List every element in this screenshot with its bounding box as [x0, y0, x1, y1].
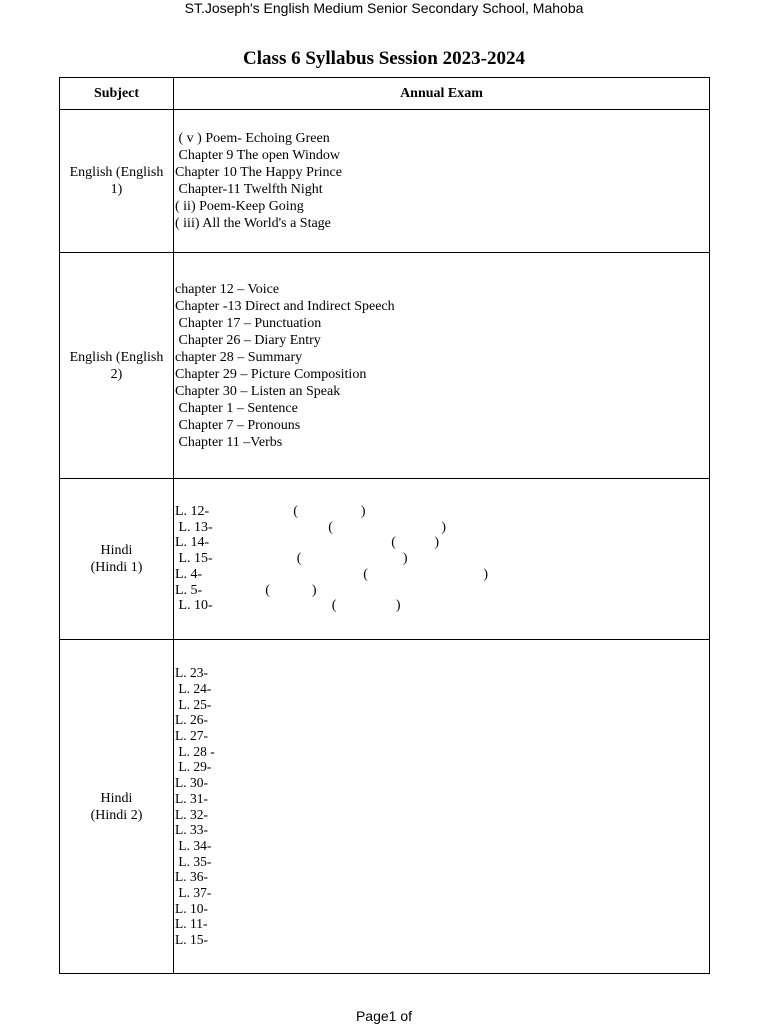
syllabus-item: Chapter 17 – Punctuation: [175, 315, 322, 331]
syllabus-item: L. 35-: [175, 853, 212, 869]
syllabus-item: Chapter 9 The open Window: [175, 148, 340, 163]
syllabus-item: Chapter-11 Twelfth Night: [175, 182, 323, 197]
table-row: [60, 479, 710, 640]
subject-label: (Hindi 1): [90, 560, 143, 575]
subject-label: 2): [110, 366, 123, 382]
annual-exam-column-header: Annual Exam: [174, 78, 710, 110]
syllabus-item: Chapter 11 –Verbs: [175, 434, 283, 450]
syllabus-item: L. 15-: [175, 932, 208, 948]
syllabus-item: L. 28 -: [175, 743, 215, 759]
syllabus-item: chapter 12 – Voice: [175, 281, 280, 297]
syllabus-item: L. 30-: [175, 775, 208, 791]
table-row: [60, 253, 710, 479]
table-row: [60, 110, 710, 253]
syllabus-item: L. 11-: [175, 916, 208, 932]
subject-cell-hindi-1: [60, 479, 174, 640]
syllabus-item: L. 25-: [175, 696, 212, 712]
syllabus-item: Chapter 1 – Sentence: [175, 400, 298, 416]
table-header-row: [60, 78, 710, 110]
syllabus-item: Chapter 29 – Picture Composition: [175, 366, 367, 382]
table-row: [60, 640, 710, 974]
syllabus-item: L. 36-: [175, 869, 208, 885]
subject-label: English (English: [69, 349, 164, 365]
school-name-header: ST.Joseph's English Medium Senior Secondary School, Mahoba: [184, 0, 584, 16]
syllabus-item: Chapter 7 – Pronouns: [175, 417, 301, 433]
syllabus-item: L. 34-: [175, 837, 212, 853]
syllabus-item: L. 24-: [175, 680, 212, 696]
subject-cell-english-2: [60, 253, 174, 479]
syllabus-item: L. 12- ( ): [175, 504, 366, 520]
syllabus-item: chapter 28 – Summary: [175, 349, 303, 365]
syllabus-item: ( iii) All the World's a Stage: [175, 216, 331, 231]
subject-label: 1): [110, 182, 123, 197]
syllabus-item: L. 26-: [175, 712, 208, 728]
syllabus-item: L. 23-: [175, 665, 208, 681]
syllabus-item: L. 13- ( ): [175, 519, 447, 535]
syllabus-table: [59, 77, 710, 974]
syllabus-item: L. 15- ( ): [175, 551, 408, 567]
syllabus-item: ( ii) Poem-Keep Going: [175, 199, 304, 214]
subject-label: Hindi: [100, 543, 133, 558]
syllabus-cell-english-2: [174, 253, 710, 479]
syllabus-cell-hindi-1: [174, 479, 710, 640]
syllabus-item: L. 10- ( ): [175, 598, 401, 614]
subject-label: English (English: [69, 165, 164, 180]
syllabus-item: L. 4- ( ): [175, 566, 489, 582]
syllabus-item: L. 14- ( ): [175, 535, 440, 551]
syllabus-item: L. 37-: [175, 885, 212, 901]
syllabus-item: ( v ) Poem- Echoing Green: [175, 131, 330, 146]
syllabus-item: L. 29-: [175, 759, 212, 775]
subject-column-header: Subject: [60, 78, 174, 110]
syllabus-item: Chapter 26 – Diary Entry: [175, 332, 321, 348]
page-title: Class 6 Syllabus Session 2023-2024: [243, 48, 525, 69]
syllabus-item: Chapter 10 The Happy Prince: [175, 165, 342, 180]
subject-label: (Hindi 2): [90, 807, 143, 823]
syllabus-item: Chapter -13 Direct and Indirect Speech: [175, 298, 395, 314]
subject-cell-english-1: [60, 110, 174, 253]
subject-label: Hindi: [100, 790, 133, 806]
page-number-footer: Page1 of: [355, 1008, 413, 1024]
syllabus-item: L. 33-: [175, 822, 208, 838]
syllabus-item: L. 27-: [175, 727, 208, 743]
syllabus-item: L. 5- ( ): [175, 582, 317, 598]
syllabus-item: Chapter 30 – Listen an Speak: [175, 383, 341, 399]
syllabus-item: L. 32-: [175, 806, 208, 822]
syllabus-item: L. 10-: [175, 900, 208, 916]
syllabus-cell-hindi-2: [174, 640, 710, 974]
syllabus-item: L. 31-: [175, 790, 208, 806]
syllabus-cell-english-1: [174, 110, 710, 253]
subject-cell-hindi-2: [60, 640, 174, 974]
